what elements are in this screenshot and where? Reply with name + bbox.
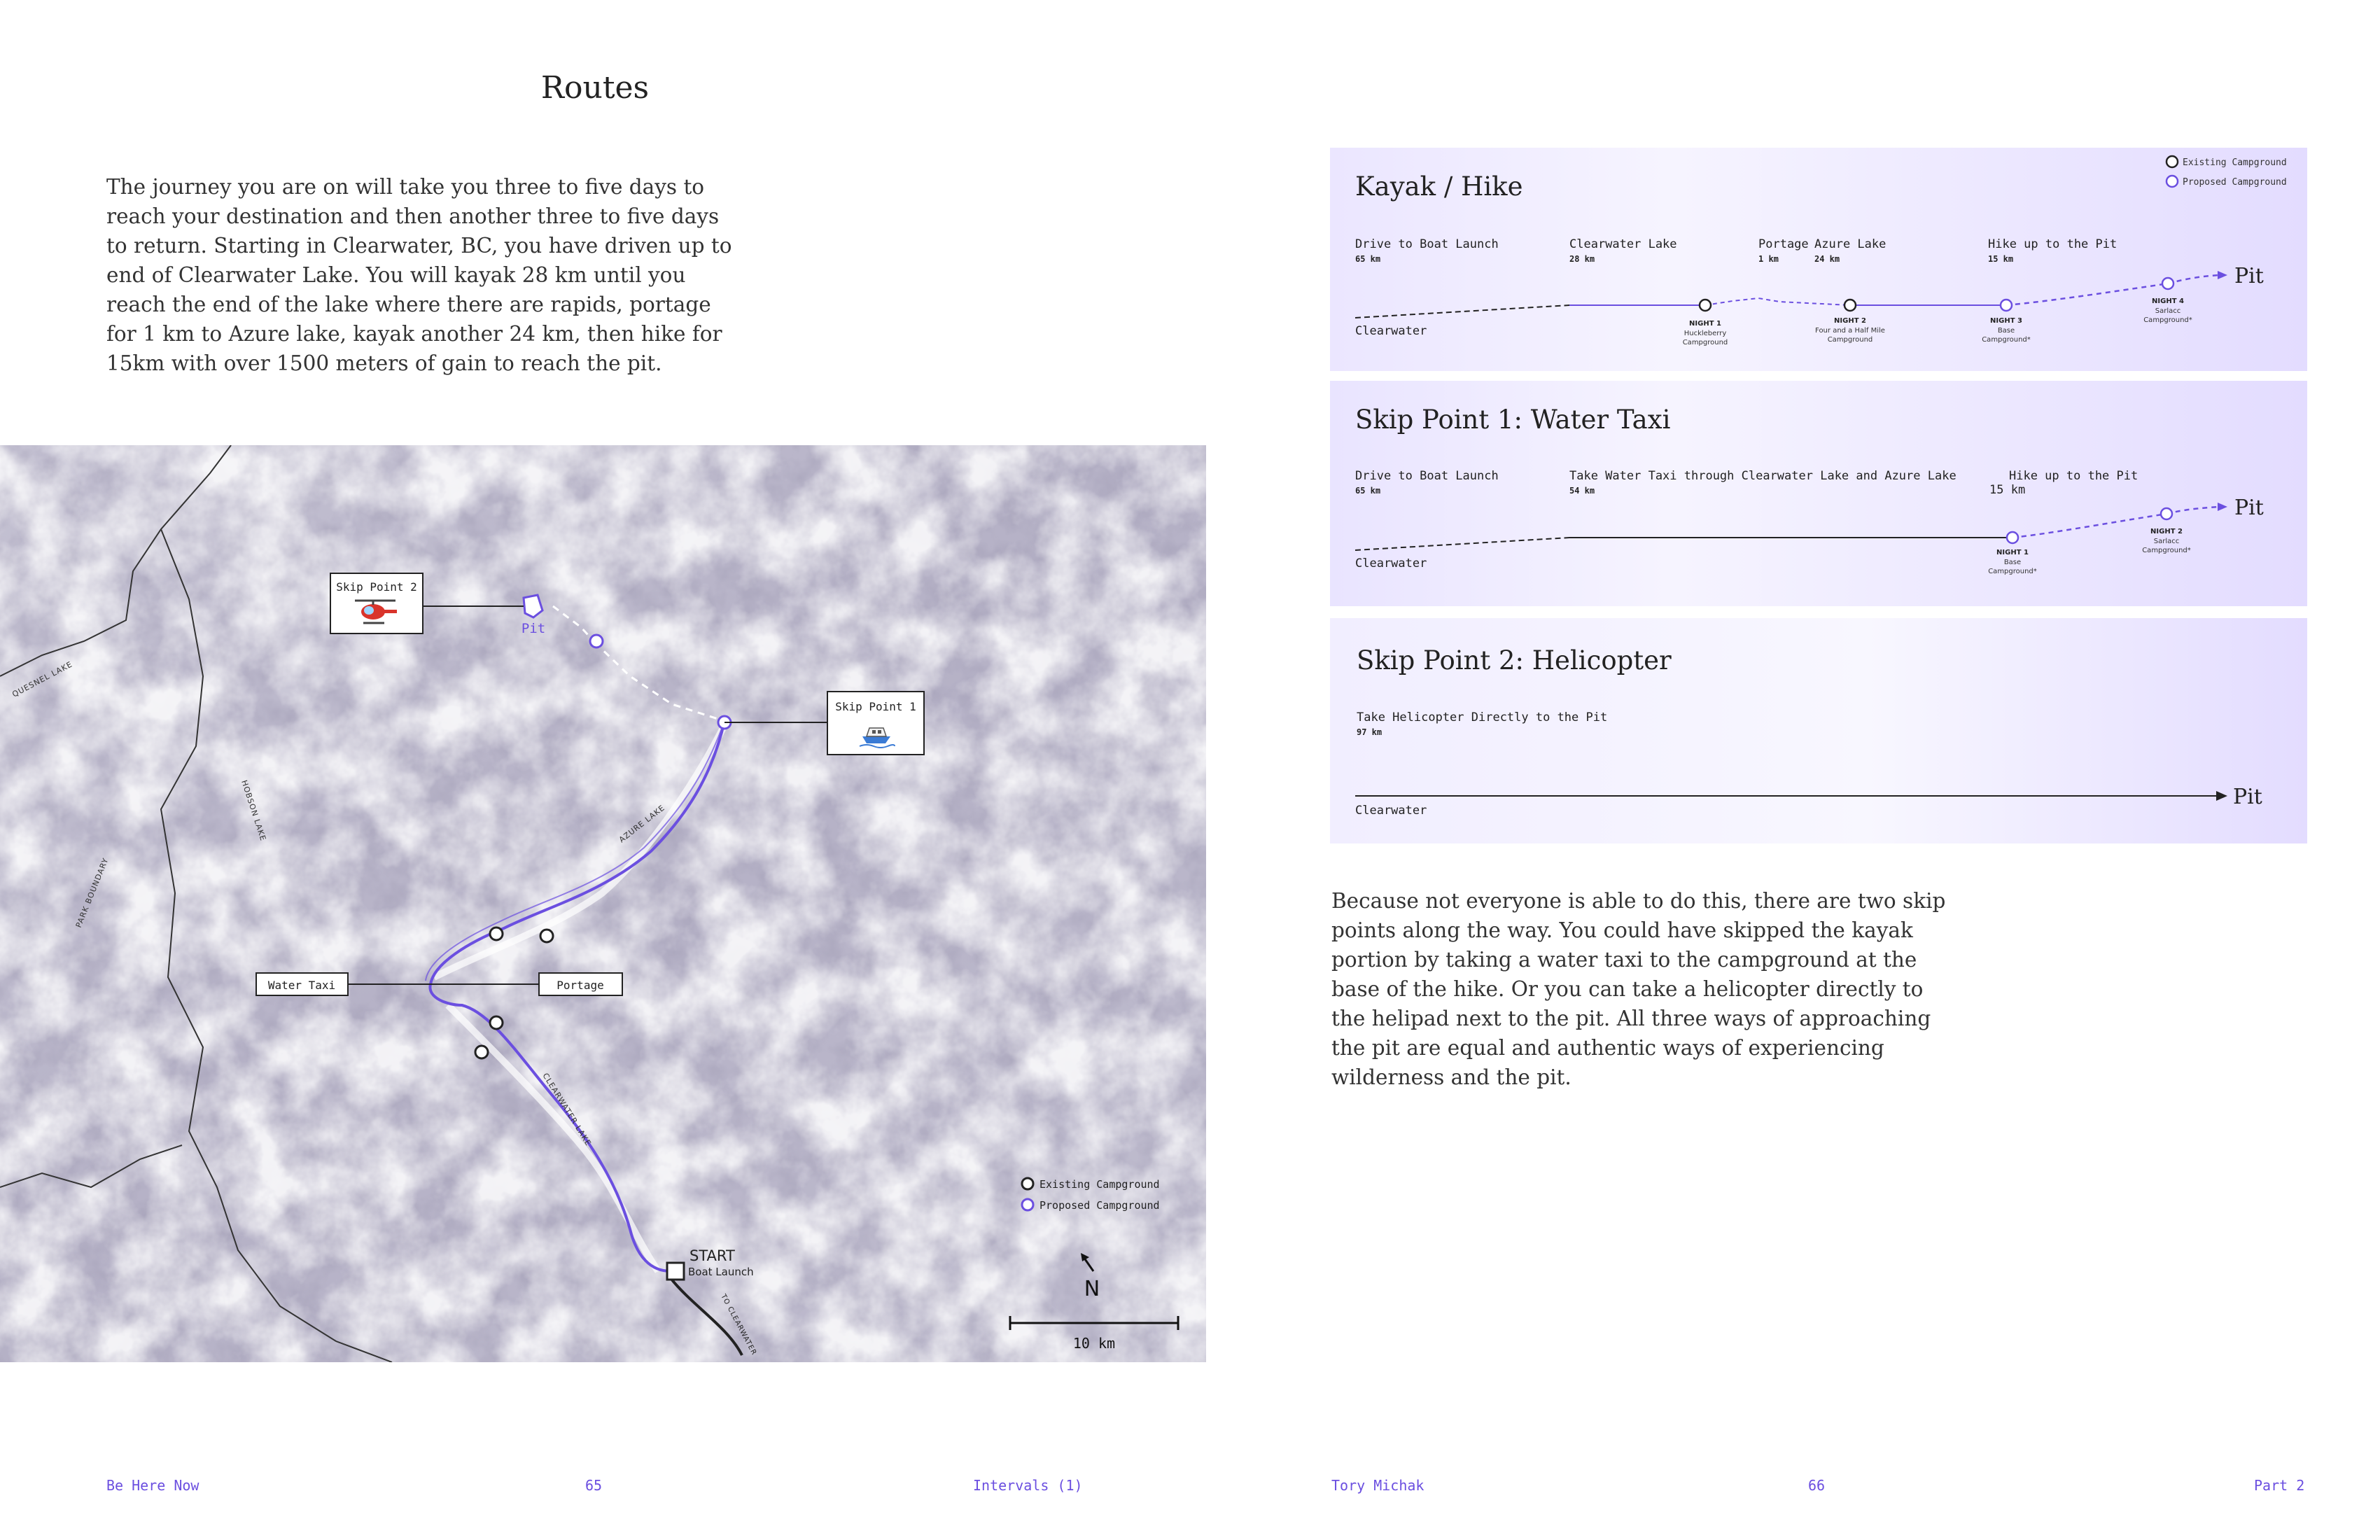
route-panel-water-taxi	[1330, 381, 2307, 606]
hobson-lake-label: HOBSON LAKE	[239, 778, 268, 843]
footer-page-number-left: 65	[585, 1477, 603, 1494]
svg-text:Base: Base	[1997, 327, 2015, 335]
origin-label: Clearwater	[1355, 556, 1427, 570]
segment-label: Take Water Taxi through Clearwater Lake and Azure Lake	[1569, 469, 1956, 483]
segment-distance: 15 km	[1988, 254, 2014, 264]
existing-campground-marker	[540, 930, 553, 942]
north-label: N	[1084, 1277, 1100, 1301]
svg-text:Campground*: Campground*	[1982, 336, 2031, 344]
page-title: Routes	[540, 70, 650, 106]
azure-lake-label: AZURE LAKE	[617, 803, 667, 845]
route-panel-kayak	[1330, 148, 2307, 371]
night-marker	[2001, 300, 2012, 311]
svg-text:Campground: Campground	[1682, 339, 1728, 346]
night-marker	[2007, 532, 2018, 543]
legend-existing-label: Existing Campground	[1040, 1178, 1160, 1191]
night-label: NIGHT 1	[1996, 549, 2029, 556]
svg-text:Sarlacc: Sarlacc	[2155, 307, 2181, 315]
destination-label: Pit	[2234, 264, 2264, 288]
footer-book-title: Be Here Now	[106, 1477, 200, 1494]
segment-distance: 65 km	[1355, 486, 1381, 496]
panel-title: Skip Point 2: Helicopter	[1357, 645, 1672, 676]
segment-label: Hike up to the Pit	[1988, 237, 2118, 251]
segment-distance: 15 km	[1989, 483, 2026, 497]
segment-distance: 65 km	[1355, 254, 1381, 264]
legend-existing-marker	[1022, 1178, 1033, 1189]
portage-label: Portage	[556, 979, 604, 992]
scale-label: 10 km	[1072, 1335, 1116, 1352]
start-marker	[667, 1263, 684, 1280]
svg-text:Base: Base	[2003, 559, 2022, 566]
svg-text:Campground*: Campground*	[2143, 316, 2192, 324]
night-marker	[2161, 508, 2172, 519]
boat-launch-label: Boat Launch	[688, 1266, 754, 1278]
existing-campground-marker	[490, 1016, 503, 1029]
segment-label: Azure Lake	[1814, 237, 1886, 251]
segment-distance: 28 km	[1569, 254, 1595, 264]
route-panel-helicopter	[1330, 618, 2307, 844]
svg-text:Campground*: Campground*	[2142, 547, 2191, 554]
legend-existing: Existing Campground	[2183, 158, 2287, 168]
segment-label: Drive to Boat Launch	[1355, 237, 1499, 251]
intro-paragraph: The journey you are on will take you three to five days to reach your destination and then another three to five days to return. Starting in Clearwater, BC, you have driven up to end of Clearwater Lake. You will kayak 28 km until you reach the end of the lake where there are rapids, portage for 1 km to Azure lake, kayak another 24 km, then hike for 15km with over 1500 meters of gain to reach the pit.	[106, 175, 732, 375]
night-marker	[1844, 300, 1856, 311]
destination-label: Pit	[2234, 496, 2264, 520]
to-clearwater-label: TO CLEARWATER	[719, 1293, 758, 1357]
segment-label: Drive to Boat Launch	[1355, 469, 1499, 483]
pit-label: Pit	[521, 621, 546, 636]
quesnel-lake-label: QUESNEL LAKE	[10, 659, 74, 699]
night-label: NIGHT 1	[1689, 320, 1721, 328]
segment-distance: 54 km	[1569, 486, 1595, 496]
segment-label: Clearwater Lake	[1569, 237, 1677, 251]
skip-point-2-label: Skip Point 2	[336, 580, 417, 594]
water-taxi-label: Water Taxi	[267, 979, 336, 992]
segment-label: Portage	[1758, 237, 1809, 251]
proposed-campground-marker	[590, 635, 603, 648]
skip-point-1-label: Skip Point 1	[835, 700, 916, 713]
legend-proposed: Proposed Campground	[2183, 177, 2287, 188]
origin-label: Clearwater	[1355, 804, 1427, 818]
svg-text:Sarlacc: Sarlacc	[2153, 538, 2180, 545]
footer-section: Intervals (1)	[973, 1477, 1083, 1494]
night-label: NIGHT 3	[1990, 317, 2022, 325]
park-boundary-label: PARK BOUNDARY	[74, 856, 111, 930]
panel-title: Kayak / Hike	[1355, 172, 1523, 202]
footer-part: Part 2	[2254, 1477, 2305, 1494]
existing-campground-marker	[475, 1046, 488, 1058]
legend-proposed-marker	[1022, 1199, 1033, 1210]
clearwater-lake-label: CLEARWATER LAKE	[540, 1071, 594, 1148]
map-terrain-snow	[0, 445, 1206, 1362]
route-map	[0, 445, 1206, 1362]
existing-campground-marker	[490, 927, 503, 940]
svg-text:Four and a Half Mile: Four and a Half Mile	[1815, 327, 1885, 335]
destination-label: Pit	[2233, 785, 2262, 809]
night-label: NIGHT 2	[1834, 317, 1866, 325]
start-label: START	[690, 1247, 735, 1264]
footer-author: Tory Michak	[1331, 1477, 1424, 1494]
svg-text:Huckleberry: Huckleberry	[1684, 330, 1727, 337]
svg-text:Campground*: Campground*	[1988, 568, 2037, 575]
origin-label: Clearwater	[1355, 324, 1427, 338]
skip-points-paragraph: Because not everyone is able to do this, there are two skip points along the way. You could have skipped the kayak portion by taking a water taxi to the campground at the base of the hike. Or you can take a helicopter directly to the helipad next to the pit. All three ways of approaching the pit are equal and authentic ways of experiencing wilderness and the pit.	[1331, 889, 1946, 1089]
legend-proposed-label: Proposed Campground	[1040, 1199, 1160, 1212]
night-marker	[2162, 278, 2174, 289]
night-label: NIGHT 4	[2152, 298, 2184, 305]
segment-label: Take Helicopter Directly to the Pit	[1357, 710, 1608, 724]
segment-distance: 24 km	[1814, 254, 1840, 264]
footer-page-number-right: 66	[1808, 1477, 1826, 1494]
segment-distance: 1 km	[1758, 254, 1779, 264]
panel-title: Skip Point 1: Water Taxi	[1355, 405, 1671, 435]
segment-distance: 97 km	[1357, 727, 1382, 737]
night-label: NIGHT 2	[2150, 528, 2183, 536]
night-marker	[1700, 300, 1711, 311]
svg-text:Campground: Campground	[1827, 336, 1873, 344]
segment-label: Hike up to the Pit	[2009, 469, 2138, 483]
